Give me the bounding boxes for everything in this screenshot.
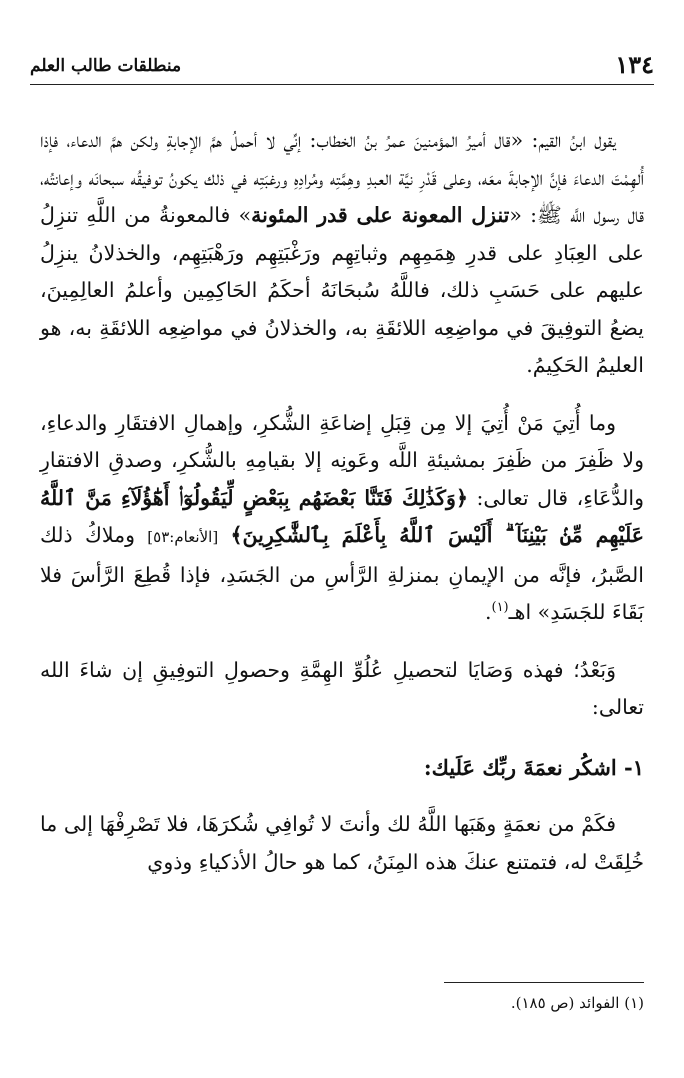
book-title: منطلقات طالب العلم (30, 56, 182, 76)
section-heading: ١- اشكُر نعمَةَ ربِّك عَلَيك: (423, 754, 644, 780)
paragraph-gratitude: وما أُتِيَ مَنْ أُتِيَ إلا مِن قِبَلِ إضاعَةِ الشُّكرِ، وإهمالِ الافتقَارِ والدعاءِ، ولا ظَفِرَ من ظَفِرَ بمشيئةِ اللَّه وعَونِه إلا بقيامِهِ بالشُّكرِ، وصدقِ الافتقارِ والدُّعَاءِ، قال تعالى: ﴿وَكَذَٰلِكَ فَتَنَّا بَعْضَهُم بِبَعْضٍ لِّيَقُولُوٓا۟ أَهَٰٓؤُلَآءِ مَنَّ ٱللَّهُ عَلَيْهِم مِّنۢ بَيْنِنَآ ۗ أَلَيْسَ ٱللَّهُ بِأَعْلَمَ بِٱلشَّٰكِرِينَ﴾ [الأنعام:٥٣] وملاكُ ذلك الصَّبرُ، فإنَّه من الإيمانِ بمنزلةِ الرَّأسِ من الجَسَدِ، فإذا قُطِعَ الرَّأسَ فلا بَقَاءَ للجَسَدِ» اهـ$^{(١)}$. (40, 410, 645, 624)
paragraph-text: وما أُتِيَ مَنْ أُتِيَ إلا مِن قِبَلِ إضاعَةِ الشُّكرِ، وإهمالِ الافتقَارِ والدعاءِ، ولا ظَفِرَ من ظَفِرَ بمشيئةِ اللَّه وعَونِه إلا بقيامِهِ بالشُّكرِ، وصدقِ الافتقارِ والدُّعَاءِ، قال تعالى: (40, 410, 645, 510)
hadith-quote: تنزل المعونة على قدر المئونة (251, 203, 510, 227)
quran-verse: ﴿وَكَذَٰلِكَ فَتَنَّا بَعْضَهُم بِبَعْضٍ لِّيَقُولُوٓا۟ أَهَٰٓؤُلَآءِ مَنَّ ٱللَّهُ عَلَيْهِم مِّنۢ بَيْنِنَآ ۗ أَلَيْسَ ٱللَّهُ بِأَعْلَمَ بِٱلشَّٰكِرِينَ﴾ (40, 485, 644, 547)
paragraph-text: فكَمْ من نعمَةٍ وهَبَها اللَّهُ لك وأنتَ لا تُوافِي شُكرَهَا، فلا تَصْرِفْهَا إلى ما خُلِقَتْ له، فتمتنع عنكَ هذه المِنَنُ، كما هو حالُ الأذكياءِ وذوي (40, 812, 644, 874)
paragraph-intro (40, 652, 644, 727)
footnote-marker: (١) (491, 600, 509, 616)
paragraph-text: » فالمعونةُ من اللَّهِ تنزِلُ على العِبَادِ على قدرِ هِمَمِهِم وثباتِهِم ورَغْبَتِهِم ورَهْبَتِهِم، والخذلانُ ينزِلُ عليهم على حَسَبِ ذلك، فاللَّهُ سُبحَانَهُ أحكَمُ الحَاكِمِين وأعلمُ العالِمِينَ، يضعُ التوفِيقَ في مواضِعِه اللائقَةِ به، والخذلانُ في مواضِعِه اللائقَةِ به، هو العليمُ الحَكِيمُ. (40, 203, 644, 377)
paragraph-text: وملاكُ ذلك الصَّبرُ، فإنَّه من الإيمانِ بمنزلةِ الرَّأسِ من الجَسَدِ، فإذا قُطِعَ الرَّأسَ فلا بَقَاءَ للجَسَدِ» اهـ (40, 523, 644, 624)
running-header (30, 48, 654, 85)
verse-reference: [الأنعام:٥٣] (147, 528, 219, 546)
paragraph-text: وَبَعْدُ؛ فهذه وَصَايَا لتحصيلِ عُلُوِّ الهِمَّةِ وحصولِ التوفِيقِ إن شاءَ الله تعالى: (40, 657, 644, 719)
footnote-divider (444, 982, 644, 983)
footnote: (١) الفوائد (ص ١٨٥). (510, 994, 644, 1012)
paragraph-ibn-qayyim-quote (40, 122, 644, 385)
paragraph-text: يقول ابنُ القيم: «قال أميرُ المؤمنينَ عمرُ بنُ الخطاب: إنِّي لا أحملُ همَّ الإجابةِ ولكن همَّ الدعاء، فإذا أُلهِمْتَ الدعاءَ فإنَّ الإجابةَ معَه، وعلى قَدْرِ نيَّة العبدِ وهِمَّتِه ومُرادِهِ ورغبَتِه في ذلك يكونُ توفيقُه سبحانَه وإعانتُه، قال رسول اللَّه ﷺ: « (40, 128, 644, 227)
page-number: ١٣٤ (615, 50, 654, 79)
paragraph-blessing (40, 806, 644, 881)
main-text (40, 122, 644, 881)
